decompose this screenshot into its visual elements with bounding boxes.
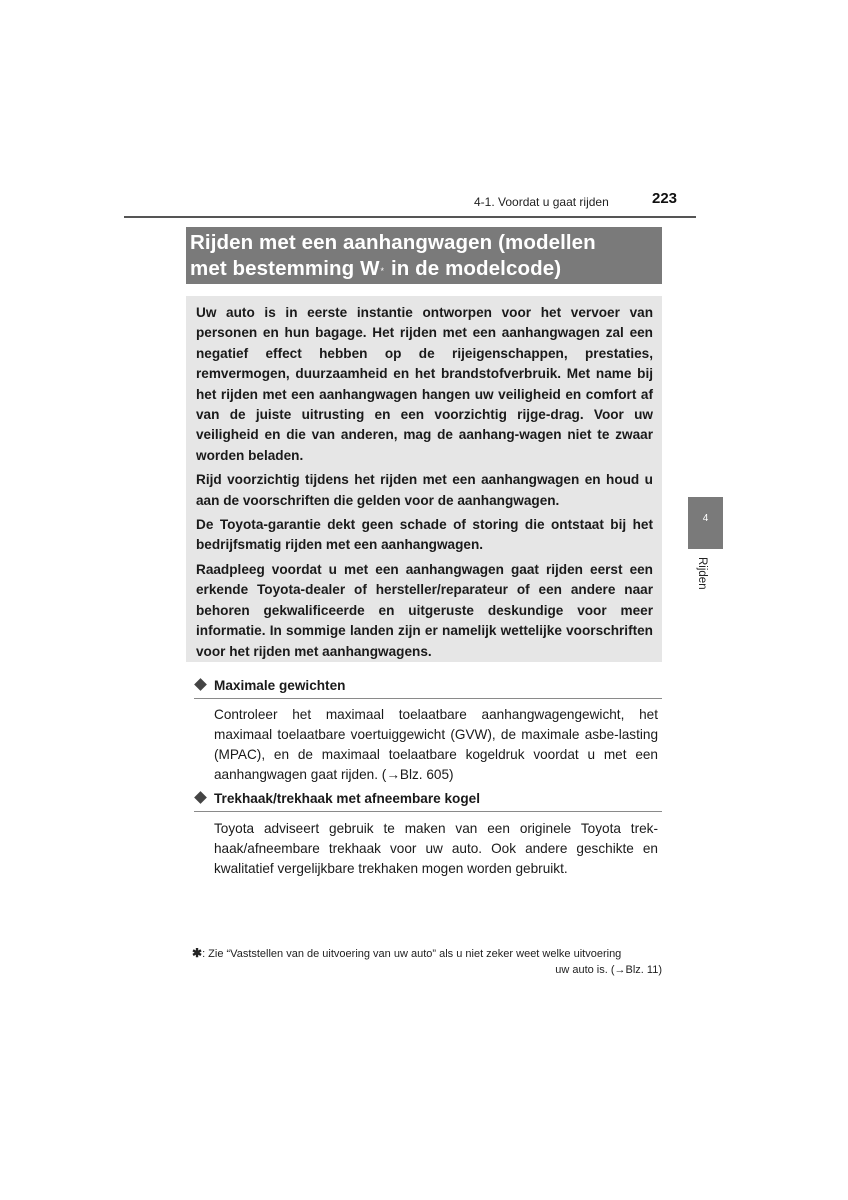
page-title xyxy=(186,227,662,284)
section-body-tow-hitch: Toyota adviseert gebruik te maken van een originele Toyota trek-haak/afneembare trekhaak voor uw auto. Ook andere geschikte en kwalitatief vergelijkbare trekhaken mogen worden gebruikt. xyxy=(214,821,658,876)
intro-box xyxy=(186,296,662,662)
intro-paragraph: Raadpleeg voordat u met een aanhangwagen gaat rijden eerst een erkende Toyota-dealer of hersteller/reparateur of een andere naar behoren gekwalificeerde en uitgeruste deskundige voor meer informatie. In sommige landen zijn er namelijk wettelijke voorschriften voor het rijden met aanhangwagens. xyxy=(196,561,653,659)
footnote-line-1: : Zie “Vaststellen van de uitvoering van uw auto” als u niet zeker weet welke uitvoering xyxy=(202,948,622,960)
footnote-line-2: uw auto is. (→Blz. 11) xyxy=(555,964,662,976)
intro-paragraph: Rijd voorzichtig tijdens het rijden met een aanhangwagen en houd u aan de voorschriften die gelden voor de aanhangwagen. xyxy=(196,472,653,508)
intro-paragraph: De Toyota-garantie dekt geen schade of storing die ontstaat bij het bedrijfsmatig rijden met een aanhangwagen. xyxy=(196,517,653,553)
title-line-2 xyxy=(190,256,662,282)
footnote xyxy=(192,945,662,978)
title-line-2-start: met bestemming W xyxy=(190,257,380,280)
section-heading-text: Maximale gewichten xyxy=(214,678,346,693)
page-number: 223 xyxy=(652,190,678,207)
section-heading-text: Trekhaak/trekhaak met afneembare kogel xyxy=(214,791,480,806)
chapter-tab[interactable]: 4 xyxy=(688,497,723,549)
diamond-bullet-icon xyxy=(194,678,207,691)
chapter-label: Rijden xyxy=(696,557,708,590)
section-body-max-weights: Controleer het maximaal toelaatbare aanhangwagengewicht, het maximaal toelaatbare voertuiggewicht (GVW), de maximale asbe-lasting (MPAC), en de maximaal toelaatbare kogeldruk voordat u met een aanhangwagen gaat rijden. (→Blz. 605) xyxy=(214,707,658,782)
section-heading-tow-hitch xyxy=(194,790,662,812)
title-line-1: Rijden met een aanhangwagen (modellen xyxy=(190,231,596,254)
title-line-2-end: in de modelcode) xyxy=(385,257,562,280)
section-heading-max-weights xyxy=(194,677,662,699)
asterisk-marker: * xyxy=(380,266,385,276)
section-header: 4-1. Voordat u gaat rijden xyxy=(474,195,609,209)
header-divider xyxy=(124,216,696,218)
footnote-marker: ✱ xyxy=(192,946,203,960)
intro-paragraph: Uw auto is in eerste instantie ontworpen voor het vervoer van personen en hun bagage. Het rijden met een aanhangwagen zal een negatief effect hebben op de rijeigenschappen, prestaties, remvermogen, duurzaamheid en het brandstofverbruik. Met name bij het rijden met een aanhangwagen hangen uw veiligheid en comfort af van de juiste uitrusting en een voorzichtig rijge-drag. Voor uw veiligheid en die van anderen, mag de aanhang-wagen niet te zwaar worden beladen. xyxy=(196,305,653,463)
diamond-bullet-icon xyxy=(194,791,207,804)
